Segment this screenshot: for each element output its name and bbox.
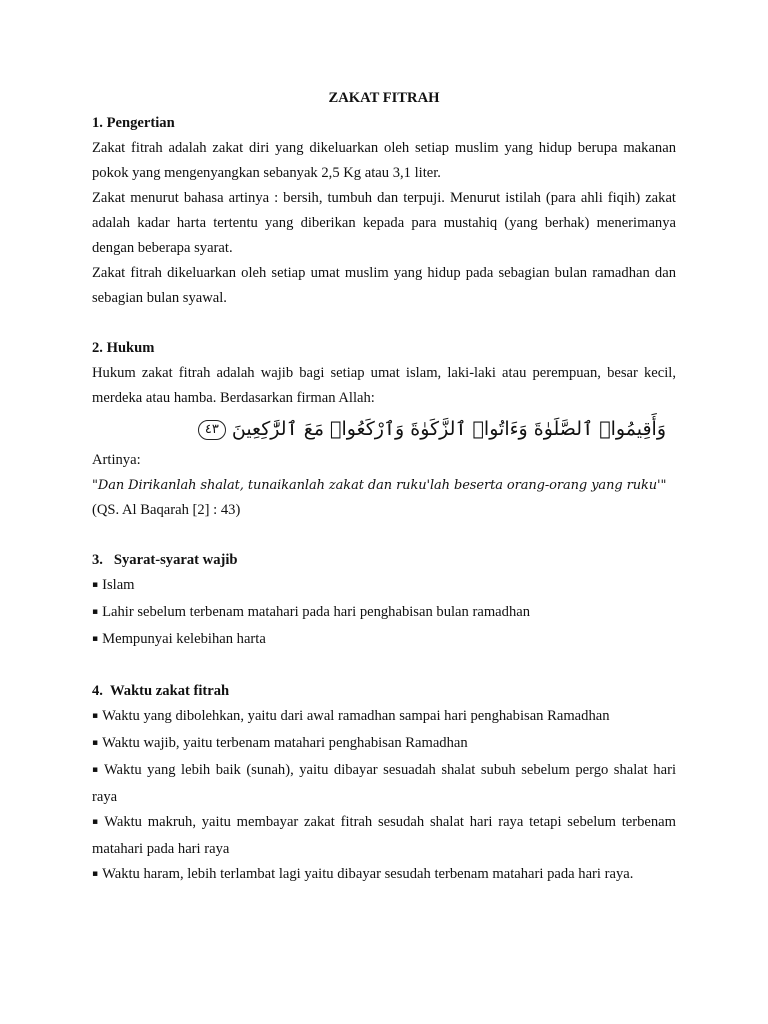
list-item — [92, 573, 676, 600]
list-item — [92, 758, 676, 810]
list-item-text: Waktu yang lebih baik (sunah), yaitu dibayar sesuadah shalat subuh sebelum pergo shalat hari raya — [92, 762, 676, 805]
list-item-text: Islam — [102, 577, 135, 593]
paragraph: Zakat fitrah dikeluarkan oleh setiap umat muslim yang hidup pada sebagian bulan ramadhan dan sebagian bulan syawal. — [92, 265, 676, 306]
translation-quote: "Dan Dirikanlah shalat, tunaikanlah zakat dan ruku'lah beserta orang-orang yang ruku'" — [92, 478, 667, 493]
spacer — [92, 523, 676, 548]
list-item-text: Lahir sebelum terbenam matahari pada hari penghabisan bulan ramadhan — [102, 604, 531, 620]
bullet-list-waktu — [92, 704, 676, 889]
bullet-icon: ▪ — [92, 634, 99, 644]
bullet-icon: ▪ — [92, 607, 99, 617]
bullet-icon: ▪ — [92, 765, 100, 775]
bullet-icon: ▪ — [92, 738, 99, 748]
section-heading-syarat: 3. Syarat-syarat wajib — [92, 552, 238, 568]
list-item-text: Waktu yang dibolehkan, yaitu dari awal ramadhan sampai hari penghabisan Ramadhan — [102, 708, 610, 724]
list-item — [92, 731, 676, 758]
list-item — [92, 627, 676, 654]
paragraph: Zakat fitrah adalah zakat diri yang dikeluarkan oleh setiap muslim yang hidup berupa makanan pokok yang mengenyangkan sebanyak 2,5 Kg atau 3,1 liter. — [92, 140, 676, 181]
bullet-icon: ▪ — [92, 817, 101, 827]
section-heading-waktu: 4. Waktu zakat fitrah — [92, 683, 230, 699]
list-item — [92, 810, 676, 862]
bullet-icon: ▪ — [92, 711, 99, 721]
translation-label: Artinya: — [92, 452, 141, 468]
bullet-icon: ▪ — [92, 580, 99, 590]
arabic-verse-text: وَأَقِيمُوا۟ ٱلصَّلَوٰةَ وَءَاتُوا۟ ٱلزَّكَوٰةَ وَٱرْكَعُوا۟ مَعَ ٱلرَّٰكِعِينَ — [231, 418, 666, 440]
list-item — [92, 600, 676, 627]
bullet-list-syarat — [92, 573, 676, 654]
paragraph: Zakat menurut bahasa artinya : bersih, tumbuh dan terpuji. Menurut istilah (para ahli fiqih) zakat adalah kadar harta tertentu yang diberikan kepada para mustahiq (yang berhak) menerimanya dengan beberapa syarat. — [92, 190, 676, 256]
spacer — [92, 311, 676, 336]
bullet-icon: ▪ — [92, 869, 99, 879]
spacer — [92, 654, 676, 679]
section-heading-pengertian: 1. Pengertian — [92, 115, 175, 131]
paragraph: Hukum zakat fitrah adalah wajib bagi setiap umat islam, laki-laki atau perempuan, besar kecil, merdeka atau hamba. Berdasarkan firman Allah: — [92, 365, 676, 406]
list-item — [92, 862, 676, 889]
list-item — [92, 704, 676, 731]
list-item-text: Waktu makruh, yaitu membayar zakat fitrah sesudah shalat hari raya tetapi sebelum terbenam matahari pada hari raya — [92, 814, 676, 857]
list-item-text: Mempunyai kelebihan harta — [102, 631, 266, 647]
ayah-number-badge: ٤٣ — [198, 420, 226, 440]
list-item-text: Waktu haram, lebih terlambat lagi yaitu dibayar sesudah terbenam matahari pada hari raya. — [102, 866, 634, 882]
section-heading-hukum: 2. Hukum — [92, 340, 155, 356]
document-title: ZAKAT FITRAH — [328, 90, 440, 106]
arabic-verse — [92, 413, 676, 445]
verse-reference: (QS. Al Baqarah [2] : 43) — [92, 502, 241, 518]
document-page — [92, 86, 676, 889]
list-item-text: Waktu wajib, yaitu terbenam matahari penghabisan Ramadhan — [102, 735, 468, 751]
